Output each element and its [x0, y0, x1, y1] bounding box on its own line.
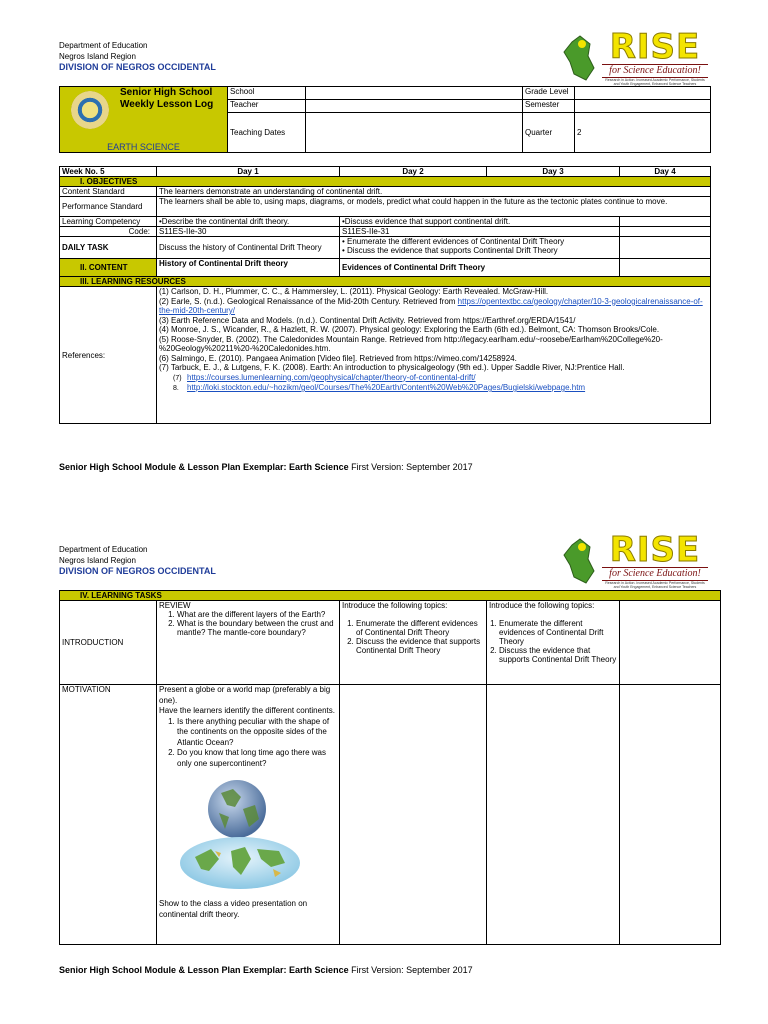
- introduction-day2: [340, 601, 487, 685]
- daily-task-day1: Discuss the history of Continental Drift Theory: [157, 237, 340, 259]
- page2-header: [59, 544, 216, 577]
- reference-2-link[interactable]: https://opentextbc.ca/geology/chapter/10-3-geologicalrenaissance-of-the-mid-20th-century/: [159, 296, 703, 315]
- reference-link-8: 8. http://loki.stockton.edu/~hozikm/geol/Courses/The%20Earth/Content%20Web%20Pages/Bugielski/webpage.htm: [173, 383, 586, 392]
- review-question: 1. What are the different layers of the Earth?: [177, 610, 337, 619]
- content-day4: [620, 259, 711, 277]
- page1-header: [59, 40, 216, 73]
- motivation-day1: [157, 685, 340, 945]
- learning-tasks-table: [59, 590, 721, 945]
- motivation-day4: [620, 685, 721, 945]
- semester-value[interactable]: [575, 100, 711, 113]
- page1-footer: [59, 462, 473, 472]
- rise-fineprint-2: Research in Action. Increased Academic Performance, Students and Youth Engagement, Enhanced Science Teachers: [605, 581, 705, 589]
- title-line2: Weekly Lesson Log: [120, 99, 214, 110]
- competency-day2: •Discuss evidence that support continental drift.: [340, 217, 620, 227]
- footer-subject-2: Earth Science: [289, 965, 349, 975]
- code-day1: S11ES-IIe-30: [157, 227, 340, 237]
- teacher-label: Teacher: [228, 100, 306, 113]
- motivation-text-2: Have the learners identify the different continents.: [159, 706, 335, 715]
- motivation-question: 2. Do you know that long time ago there was only one supercontinent?: [177, 748, 337, 769]
- code-label: Code:: [60, 227, 157, 237]
- objectives-section: I. OBJECTIVES: [60, 177, 711, 187]
- rise-logo: [560, 27, 710, 86]
- introduction-day3: [487, 601, 620, 685]
- topic-item: 2. Discuss the evidence that supports Continental Drift Theory: [356, 637, 484, 655]
- deped-seal-icon: [71, 91, 109, 129]
- introduce-heading: Introduce the following topics:: [489, 601, 595, 610]
- reference-3: (3) Earth Reference Data and Models. (n.d.). Continental Drift Activity. Retrieved from https://Earthref.org/ERDA/1541/: [159, 315, 576, 325]
- subject-title: EARTH SCIENCE: [107, 142, 180, 152]
- introduction-day4: [620, 601, 721, 685]
- competency-label: Learning Competency: [60, 217, 157, 227]
- department-text-2: Department of Education: [59, 545, 148, 554]
- reference-6: (6) Salmingo, E. (2010). Pangaea Animation [Video file]. Retrieved from https://vimeo.com/14258924.: [159, 353, 517, 363]
- reference-7: (7) Tarbuck, E. J., & Lutgens, F. K. (2008). Earth: An introduction to physicalgeology (9th ed.). Upper Saddle River, NJ:Prentice Hall.: [159, 363, 625, 372]
- grade-level-value[interactable]: [575, 87, 711, 100]
- semester-label: Semester: [523, 100, 575, 113]
- week-table: [59, 166, 711, 424]
- rise-tagline-2: for Science Education!: [602, 567, 708, 581]
- daily-task-label: DAILY TASK: [60, 237, 157, 259]
- negros-island-map-icon: [560, 537, 600, 585]
- teaching-dates-label: Teaching Dates: [228, 113, 306, 153]
- performance-standard-label: Performance Standard: [60, 197, 157, 217]
- content-day1: History of Continental Drift theory: [157, 259, 340, 277]
- day2-header: Day 2: [340, 167, 487, 177]
- motivation-day2: [340, 685, 487, 945]
- stockton-link[interactable]: http://loki.stockton.edu/~hozikm/geol/Courses/The%20Earth/Content%20Web%20Pages/Bugielski/webpage.htm: [187, 383, 586, 392]
- motivation-text-1: Present a globe or a world map (preferably a big one).: [159, 685, 331, 705]
- learning-tasks-section: IV. LEARNING TASKS: [60, 591, 721, 601]
- footer-subject: Earth Science: [289, 462, 349, 472]
- motivation-label: MOTIVATION: [60, 685, 157, 945]
- introduce-heading: Introduce the following topics:: [342, 601, 448, 610]
- rise-tagline: for Science Education!: [602, 64, 708, 78]
- code-day4: [620, 227, 711, 237]
- reference-link-7: (7) https://courses.lumenlearning.com/geophysical/chapter/theory-of-continental-drift/: [173, 372, 476, 382]
- teaching-dates-value[interactable]: [306, 113, 523, 153]
- review-heading: REVIEW: [159, 601, 191, 610]
- footer-prefix: Senior High School Module & Lesson Plan Exemplar:: [59, 462, 290, 472]
- grade-level-label: Grade Level: [523, 87, 575, 100]
- rise-fineprint: Research in Action. Increased Academic Performance, Students and Youth Engagement, Enhanced Science Teachers: [605, 78, 705, 86]
- region-text: Negros Island Region: [59, 52, 136, 61]
- content-day2: Evidences of Continental Drift Theory: [340, 259, 620, 277]
- footer-prefix-2: Senior High School Module & Lesson Plan Exemplar:: [59, 965, 290, 975]
- code-day2: S11ES-IIe-31: [340, 227, 620, 237]
- content-section-label: II. CONTENT: [60, 259, 157, 277]
- rise-logo-2: [560, 530, 710, 589]
- topic-item: 1. Enumerate the different evidences of Continental Drift Theory: [499, 619, 617, 646]
- globe-and-world-map-image: [175, 779, 305, 891]
- reference-1: (1) Carlson, D. H., Plummer, C. C., & Hammersley, L. (2011). Physical Geology: Earth Revealed. McGraw-Hill.: [159, 287, 549, 296]
- competency-day4: [620, 217, 711, 227]
- motivation-text-3: Show to the class a video presentation on continental drift theory.: [159, 899, 308, 919]
- daily-task-day2-item1: • Enumerate the different evidences of Continental Drift Theory: [342, 237, 565, 246]
- content-standard-label: Content Standard: [60, 187, 157, 197]
- motivation-day3: [487, 685, 620, 945]
- title-line1: Senior High School: [120, 87, 213, 98]
- day4-header: Day 4: [620, 167, 711, 177]
- negros-island-map-icon: [560, 34, 600, 82]
- division-text: DIVISION OF NEGROS OCCIDENTAL: [59, 62, 216, 72]
- school-value[interactable]: [306, 87, 523, 100]
- footer-version: First Version: September 2017: [348, 462, 473, 472]
- daily-task-day2: [340, 237, 620, 259]
- lesson-title-cell: [60, 87, 228, 153]
- motivation-question: 1. Is there anything peculiar with the shape of the continents on the opposite sides of the Atlantic Ocean?: [177, 717, 337, 749]
- week-number: Week No. 5: [60, 167, 157, 177]
- introduction-label: INTRODUCTION: [60, 601, 157, 685]
- lesson-info-table: [59, 86, 711, 153]
- lumen-link[interactable]: https://courses.lumenlearning.com/geophysical/chapter/theory-of-continental-drift/: [187, 372, 476, 382]
- resources-section: III. LEARNING RESOURCES: [60, 277, 711, 287]
- quarter-value: 2: [575, 113, 711, 153]
- references-label: References:: [60, 287, 157, 424]
- teacher-value[interactable]: [306, 100, 523, 113]
- school-label: School: [228, 87, 306, 100]
- page2-footer: [59, 965, 473, 975]
- footer-version-2: First Version: September 2017: [348, 965, 473, 975]
- topic-item: 1. Enumerate the different evidences of Continental Drift Theory: [356, 619, 484, 637]
- reference-5: (5) Roose-Snyder, B. (2002). The Caledonides Mountain Range. Retrieved from http://legacy.earlham.edu/~roosebe/Earlham%20College%20-%20Geology%20211%20-%20Caledonides.htm.: [159, 334, 663, 353]
- references-list: [157, 287, 711, 424]
- daily-task-day2-item2: • Discuss the evidence that supports Continental Drift Theory: [342, 246, 558, 255]
- rise-word: RISE: [609, 27, 701, 67]
- content-standard-text: The learners demonstrate an understanding of continental drift.: [157, 187, 711, 197]
- introduction-day1: [157, 601, 340, 685]
- daily-task-day4: [620, 237, 711, 259]
- day3-header: Day 3: [487, 167, 620, 177]
- rise-word-2: RISE: [609, 530, 701, 570]
- competency-day1: •Describe the continental drift theory.: [157, 217, 340, 227]
- reference-4: (4) Monroe, J. S., Wicander, R., & Hazlett, R. W. (2007). Physical geology: Exploring the Earth (6th ed.). Belmont, CA: Thomson Brooks/Cole.: [159, 325, 660, 334]
- topic-item: 2. Discuss the evidence that supports Continental Drift Theory: [499, 646, 617, 664]
- day1-header: Day 1: [157, 167, 340, 177]
- reference-2: (2) Earle, S. (n.d.). Geological Renaissance of the Mid-20th Century. Retrieved from https://opentextbc.ca/geology/chapter/10-3-geologicalrenaissance-of-the-mid-20th-century/: [159, 296, 703, 315]
- quarter-label: Quarter: [523, 113, 575, 153]
- review-question: 2. What is the boundary between the crust and mantle? The mantle-core boundary?: [177, 619, 337, 637]
- department-text: Department of Education: [59, 41, 148, 50]
- performance-standard-text: The learners shall be able to, using maps, diagrams, or models, predict what could happen in the future as the tectonic plates continue to move.: [157, 197, 711, 217]
- region-text-2: Negros Island Region: [59, 556, 136, 565]
- division-text-2: DIVISION OF NEGROS OCCIDENTAL: [59, 566, 216, 576]
